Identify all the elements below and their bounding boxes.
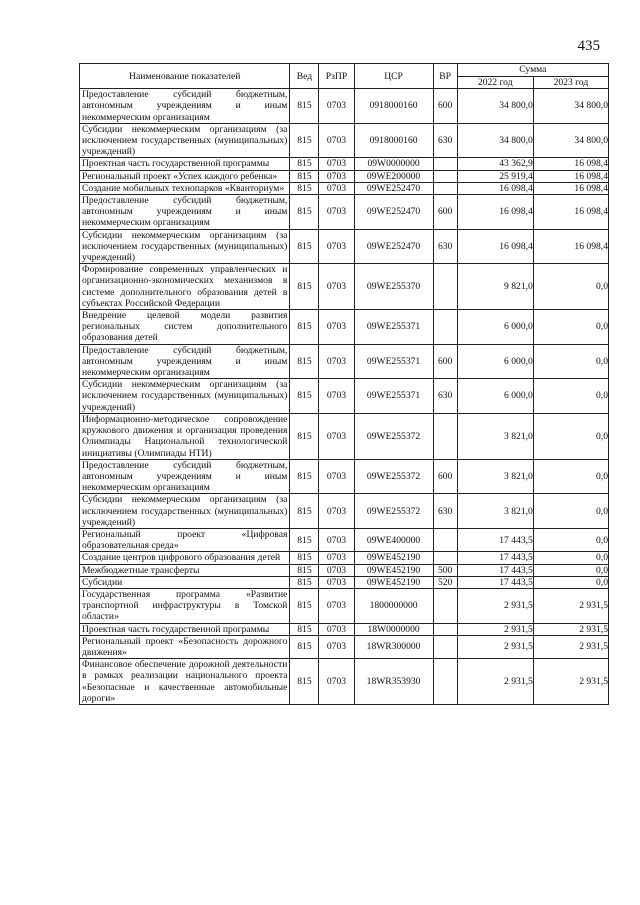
table-row: [80, 195, 609, 230]
cell-rzpr: 0703: [319, 195, 354, 230]
cell-vr: 630: [433, 494, 457, 529]
cell-sum-2023: 0,0: [533, 576, 608, 588]
cell-rzpr: 0703: [319, 528, 354, 551]
cell-ved: 815: [290, 229, 319, 264]
cell-ved: 815: [290, 310, 319, 345]
cell-sum-2023: 0,0: [533, 344, 608, 379]
cell-csr: 0918000160: [354, 123, 433, 158]
cell-ved: 815: [290, 494, 319, 529]
table-row: [80, 552, 609, 564]
cell-csr: 1800000000: [354, 588, 433, 623]
table-row: [80, 528, 609, 551]
cell-rzpr: 0703: [319, 310, 354, 345]
cell-sum-2022: 2 931,5: [457, 588, 533, 623]
cell-vr: [433, 552, 457, 564]
cell-sum-2023: 16 098,4: [533, 158, 608, 170]
table-row: [80, 229, 609, 264]
table-row: [80, 588, 609, 623]
cell-sum-2022: 6 000,0: [457, 379, 533, 414]
cell-ved: 815: [290, 528, 319, 551]
cell-vr: [433, 659, 457, 705]
cell-sum-2022: 3 821,0: [457, 413, 533, 459]
cell-ved: 815: [290, 170, 319, 182]
cell-name: Межбюджетные трансферты: [80, 564, 290, 576]
cell-vr: 630: [433, 123, 457, 158]
cell-ved: 815: [290, 264, 319, 310]
cell-rzpr: 0703: [319, 459, 354, 494]
cell-sum-2023: 0,0: [533, 552, 608, 564]
cell-rzpr: 0703: [319, 89, 354, 124]
cell-ved: 815: [290, 158, 319, 170]
cell-vr: [433, 264, 457, 310]
cell-sum-2022: 17 443,5: [457, 564, 533, 576]
cell-rzpr: 0703: [319, 182, 354, 194]
cell-sum-2022: 34 800,0: [457, 123, 533, 158]
cell-rzpr: 0703: [319, 413, 354, 459]
cell-sum-2023: 2 931,5: [533, 588, 608, 623]
cell-sum-2022: 3 821,0: [457, 494, 533, 529]
cell-sum-2022: 2 931,5: [457, 623, 533, 635]
cell-csr: 09WE255372: [354, 413, 433, 459]
table-row: [80, 659, 609, 705]
cell-vr: 600: [433, 344, 457, 379]
cell-name: Внедрение целевой модели развития региональных систем дополнительного образования детей: [80, 310, 290, 345]
cell-sum-2022: 43 362,9: [457, 158, 533, 170]
cell-name: Государственная программа «Развитие транспортной инфраструктуры в Томской области»: [80, 588, 290, 623]
cell-sum-2023: 16 098,4: [533, 182, 608, 194]
cell-name: Региональный проект «Безопасность дорожного движения»: [80, 635, 290, 658]
cell-sum-2023: 16 098,4: [533, 195, 608, 230]
table-row: [80, 264, 609, 310]
cell-csr: 09WE255372: [354, 459, 433, 494]
cell-sum-2022: 17 443,5: [457, 576, 533, 588]
cell-ved: 815: [290, 182, 319, 194]
table-row: [80, 344, 609, 379]
cell-sum-2022: 6 000,0: [457, 310, 533, 345]
cell-vr: 520: [433, 576, 457, 588]
cell-csr: 09WE252470: [354, 229, 433, 264]
cell-ved: 815: [290, 635, 319, 658]
cell-vr: [433, 158, 457, 170]
cell-ved: 815: [290, 659, 319, 705]
cell-vr: [433, 310, 457, 345]
cell-rzpr: 0703: [319, 494, 354, 529]
cell-csr: 09WE400000: [354, 528, 433, 551]
budget-table: [79, 63, 609, 705]
cell-csr: 09WE255372: [354, 494, 433, 529]
cell-vr: 600: [433, 89, 457, 124]
cell-rzpr: 0703: [319, 264, 354, 310]
cell-sum-2023: 16 098,4: [533, 229, 608, 264]
cell-sum-2022: 6 000,0: [457, 344, 533, 379]
table-row: [80, 379, 609, 414]
cell-ved: 815: [290, 588, 319, 623]
cell-sum-2022: 25 919,4: [457, 170, 533, 182]
table-row: [80, 413, 609, 459]
cell-rzpr: 0703: [319, 588, 354, 623]
cell-ved: 815: [290, 195, 319, 230]
table-row: [80, 494, 609, 529]
cell-sum-2023: 2 931,5: [533, 623, 608, 635]
cell-vr: [433, 182, 457, 194]
cell-csr: 09WE252470: [354, 182, 433, 194]
cell-csr: 18WR300000: [354, 635, 433, 658]
cell-ved: 815: [290, 576, 319, 588]
table-row: [80, 158, 609, 170]
cell-vr: [433, 528, 457, 551]
header-csr: ЦСР: [354, 64, 433, 89]
cell-sum-2022: 9 821,0: [457, 264, 533, 310]
cell-rzpr: 0703: [319, 552, 354, 564]
cell-name: Финансовое обеспечение дорожной деятельности в рамках реализации национального проекта «Безопасные и качественные автомобильные дороги»: [80, 659, 290, 705]
cell-csr: 18W0000000: [354, 623, 433, 635]
cell-csr: 18WR353930: [354, 659, 433, 705]
table-row: [80, 89, 609, 124]
cell-sum-2023: 2 931,5: [533, 659, 608, 705]
cell-name: Информационно-методическое сопровождение кружкового движения и организация проведения Олимпиады Национальной технологической инициативы (Олимпиады НТИ): [80, 413, 290, 459]
cell-sum-2023: 16 098,4: [533, 170, 608, 182]
cell-sum-2022: 17 443,5: [457, 552, 533, 564]
cell-vr: 500: [433, 564, 457, 576]
cell-vr: 600: [433, 459, 457, 494]
cell-rzpr: 0703: [319, 170, 354, 182]
page-number: 435: [577, 38, 600, 54]
cell-csr: 09WE200000: [354, 170, 433, 182]
cell-rzpr: 0703: [319, 123, 354, 158]
cell-rzpr: 0703: [319, 158, 354, 170]
cell-sum-2023: 0,0: [533, 310, 608, 345]
cell-vr: 630: [433, 379, 457, 414]
cell-ved: 815: [290, 552, 319, 564]
cell-sum-2022: 3 821,0: [457, 459, 533, 494]
cell-rzpr: 0703: [319, 379, 354, 414]
cell-ved: 815: [290, 123, 319, 158]
cell-sum-2022: 16 098,4: [457, 182, 533, 194]
cell-rzpr: 0703: [319, 635, 354, 658]
cell-rzpr: 0703: [319, 344, 354, 379]
table-row: [80, 635, 609, 658]
cell-vr: [433, 170, 457, 182]
cell-sum-2023: 0,0: [533, 264, 608, 310]
cell-name: Создание центров цифрового образования детей: [80, 552, 290, 564]
cell-csr: 09WE255371: [354, 379, 433, 414]
header-year-2023: 2023 год: [533, 77, 608, 89]
cell-sum-2023: 34 800,0: [533, 123, 608, 158]
cell-sum-2023: 0,0: [533, 564, 608, 576]
cell-sum-2023: 2 931,5: [533, 635, 608, 658]
cell-csr: 09WE452190: [354, 564, 433, 576]
cell-ved: 815: [290, 379, 319, 414]
cell-vr: [433, 413, 457, 459]
table-row: [80, 170, 609, 182]
cell-csr: 09WE452190: [354, 552, 433, 564]
cell-name: Субсидии некоммерческим организациям (за исключением государственных (муниципальных) учреждений): [80, 123, 290, 158]
cell-vr: [433, 623, 457, 635]
cell-name: Субсидии некоммерческим организациям (за исключением государственных (муниципальных) учреждений): [80, 494, 290, 529]
cell-csr: 0918000160: [354, 89, 433, 124]
cell-vr: 630: [433, 229, 457, 264]
cell-rzpr: 0703: [319, 229, 354, 264]
cell-sum-2022: 2 931,5: [457, 635, 533, 658]
cell-sum-2023: 0,0: [533, 494, 608, 529]
table-row: [80, 564, 609, 576]
cell-name: Предоставление субсидий бюджетным, автономным учреждениям и иным некоммерческим организациям: [80, 195, 290, 230]
cell-sum-2023: 0,0: [533, 379, 608, 414]
cell-sum-2022: 16 098,4: [457, 195, 533, 230]
cell-csr: 09WE452190: [354, 576, 433, 588]
cell-ved: 815: [290, 459, 319, 494]
cell-name: Проектная часть государственной программы: [80, 158, 290, 170]
cell-name: Региональный проект «Цифровая образовательная среда»: [80, 528, 290, 551]
table-row: [80, 576, 609, 588]
header-name: Наименование показателей: [80, 64, 290, 89]
header-ved: Вед: [290, 64, 319, 89]
cell-vr: [433, 588, 457, 623]
cell-vr: [433, 635, 457, 658]
cell-sum-2022: 34 800,0: [457, 89, 533, 124]
cell-name: Предоставление субсидий бюджетным, автономным учреждениям и иным некоммерческим организациям: [80, 459, 290, 494]
table-row: [80, 623, 609, 635]
cell-rzpr: 0703: [319, 623, 354, 635]
table-row: [80, 310, 609, 345]
cell-name: Региональный проект «Успех каждого ребенка»: [80, 170, 290, 182]
cell-ved: 815: [290, 89, 319, 124]
cell-name: Субсидии некоммерческим организациям (за исключением государственных (муниципальных) учреждений): [80, 379, 290, 414]
cell-ved: 815: [290, 344, 319, 379]
cell-csr: 09WE255371: [354, 310, 433, 345]
cell-name: Предоставление субсидий бюджетным, автономным учреждениям и иным некоммерческим организациям: [80, 344, 290, 379]
cell-csr: 09WE255371: [354, 344, 433, 379]
cell-sum-2023: 0,0: [533, 413, 608, 459]
header-rzpr: РзПР: [319, 64, 354, 89]
cell-name: Создание мобильных технопарков «Кванториум»: [80, 182, 290, 194]
header-vr: ВР: [433, 64, 457, 89]
cell-csr: 09WE255370: [354, 264, 433, 310]
cell-rzpr: 0703: [319, 576, 354, 588]
table-row: [80, 182, 609, 194]
cell-rzpr: 0703: [319, 564, 354, 576]
cell-sum-2023: 0,0: [533, 528, 608, 551]
table-row: [80, 123, 609, 158]
cell-rzpr: 0703: [319, 659, 354, 705]
cell-sum-2022: 2 931,5: [457, 659, 533, 705]
header-year-2022: 2022 год: [457, 77, 533, 89]
cell-ved: 815: [290, 413, 319, 459]
table-body: [80, 89, 609, 705]
cell-csr: 09WE252470: [354, 195, 433, 230]
cell-name: Проектная часть государственной программы: [80, 623, 290, 635]
cell-name: Предоставление субсидий бюджетным, автономным учреждениям и иным некоммерческим организациям: [80, 89, 290, 124]
cell-name: Субсидии некоммерческим организациям (за исключением государственных (муниципальных) учреждений): [80, 229, 290, 264]
header-sum: Сумма: [457, 64, 608, 77]
cell-ved: 815: [290, 564, 319, 576]
table-row: [80, 459, 609, 494]
cell-vr: 600: [433, 195, 457, 230]
cell-name: Формирование современных управленческих и организационно-экономических механизмов в системе дополнительного образования детей в субъектах Российской Федерации: [80, 264, 290, 310]
cell-csr: 09W0000000: [354, 158, 433, 170]
cell-sum-2022: 17 443,5: [457, 528, 533, 551]
cell-sum-2023: 34 800,0: [533, 89, 608, 124]
cell-sum-2023: 0,0: [533, 459, 608, 494]
cell-sum-2022: 16 098,4: [457, 229, 533, 264]
cell-name: Субсидии: [80, 576, 290, 588]
cell-ved: 815: [290, 623, 319, 635]
